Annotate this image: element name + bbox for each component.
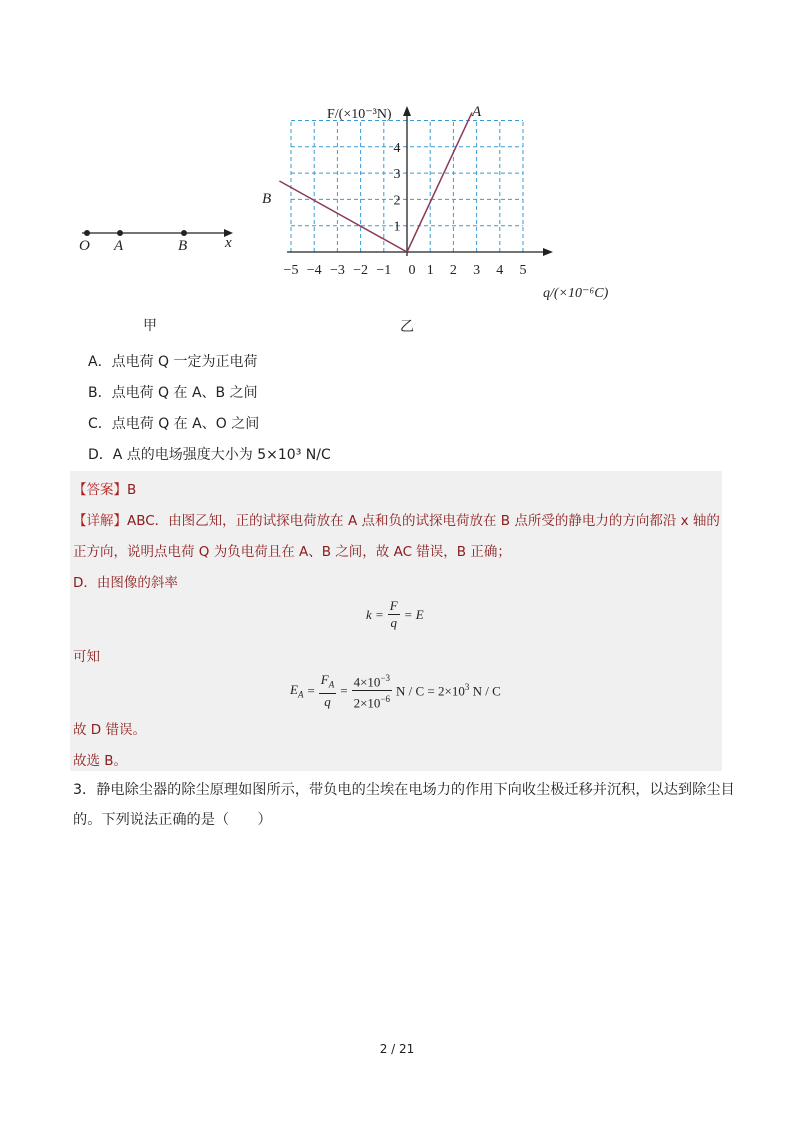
formula-field-result: $N / C = 2\times 10^3$ N / C — [396, 682, 501, 699]
caption-yi: 乙 — [400, 319, 414, 335]
detail-line-1 — [73, 509, 720, 529]
formula-field: $E_A$ = $\frac{F_A}{q}$ = $\frac{4\times 10^{-3}}{2\times 10^{-6}}$ $N / C = 2\times 10^3$ N / C — [290, 670, 501, 712]
y-axis-arrow-icon — [403, 106, 411, 116]
label-b: B — [178, 238, 188, 254]
series-line-b — [279, 181, 407, 252]
formula-slope-den: q — [390, 615, 398, 630]
x-tick-label: −2 — [353, 263, 369, 278]
caption-jia: 甲 — [143, 318, 157, 334]
y-tick-label: 1 — [393, 219, 401, 235]
detail-line-6: 故选 B。 — [73, 753, 128, 769]
formula-field-lhs: $E_A$ — [290, 682, 304, 700]
answer-line — [73, 478, 136, 498]
y-tick-label: 2 — [393, 193, 401, 209]
label-o: O — [79, 238, 90, 254]
detail-line-2: 正方向，说明点电荷 Q 为负电荷且在 A、B 之间，故 AC 错误，B 正确； — [73, 544, 511, 560]
label-x-axis: x — [225, 235, 232, 251]
formula-field-fraction-2: $\frac{4\times 10^{-3}}{2\times 10^{-6}}$ — [352, 670, 392, 712]
formula-slope-lhs: k = — [366, 606, 384, 622]
x-tick-label: −5 — [283, 263, 299, 278]
x-tick-label: −1 — [376, 263, 392, 278]
x-tick-label: 4 — [496, 263, 504, 278]
detail-tag: 【详解】 — [73, 513, 127, 529]
x-tick-label: −4 — [306, 263, 322, 278]
point-a-dot — [117, 230, 123, 236]
x-axis-label: q/(×10⁻⁶C) — [543, 286, 609, 301]
formula-field-fraction-1: $\frac{F_A}{q}$ — [320, 672, 335, 709]
detail-text-1: ABC．由图乙知，正的试探电荷放在 A 点和负的试探电荷放在 B 点所受的静电力的方向都沿 x 轴的 — [127, 513, 720, 529]
formula-slope-rhs: = E — [403, 606, 424, 622]
x-tick-label: 1 — [426, 263, 434, 278]
point-label-a: A — [472, 104, 482, 120]
y-tick-label: 4 — [393, 140, 401, 156]
formula-slope — [366, 598, 424, 631]
option-b: B．点电荷 Q 在 A、B 之间 — [88, 385, 258, 401]
y-tick-label: 3 — [393, 167, 401, 183]
formula-slope-num: F — [389, 598, 398, 613]
answer-tag: 【答案】 — [73, 482, 127, 498]
series-line-a — [407, 113, 472, 252]
point-b-dot — [181, 230, 187, 236]
x-axis-arrow-icon — [543, 248, 553, 256]
question-3-line-1: 3．静电除尘器的除尘原理如图所示，带负电的尘埃在电场力的作用下向收尘极迁移并沉积，以达到除尘目 — [73, 782, 735, 798]
detail-line-4: 可知 — [73, 649, 100, 665]
x-tick-label: 5 — [519, 263, 527, 278]
label-a: A — [114, 238, 124, 254]
x-tick-label: 2 — [449, 263, 457, 278]
figure-jia — [70, 215, 250, 335]
detail-line-3: D．由图像的斜率 — [73, 575, 178, 591]
x-tick-label: −3 — [329, 263, 345, 278]
page-number: 2 / 21 — [379, 1042, 415, 1056]
figure-yi-chart — [250, 100, 570, 310]
formula-slope-fraction — [388, 598, 400, 631]
point-label-b: B — [262, 191, 272, 207]
option-d: D．A 点的电场强度大小为 5×10³ N/C — [88, 447, 331, 463]
option-a: A．点电荷 Q 一定为正电荷 — [88, 354, 258, 370]
x-tick-label: 3 — [473, 263, 481, 278]
answer-value: B — [127, 482, 137, 498]
question-3-line-2: 的。下列说法正确的是（ ） — [73, 812, 272, 828]
detail-line-5: 故 D 错误。 — [73, 722, 146, 738]
point-o-dot — [84, 230, 90, 236]
y-axis-label: F/(×10⁻³N) — [327, 107, 392, 122]
option-c: C．点电荷 Q 在 A、O 之间 — [88, 416, 260, 432]
x-tick-label: 0 — [408, 263, 416, 278]
